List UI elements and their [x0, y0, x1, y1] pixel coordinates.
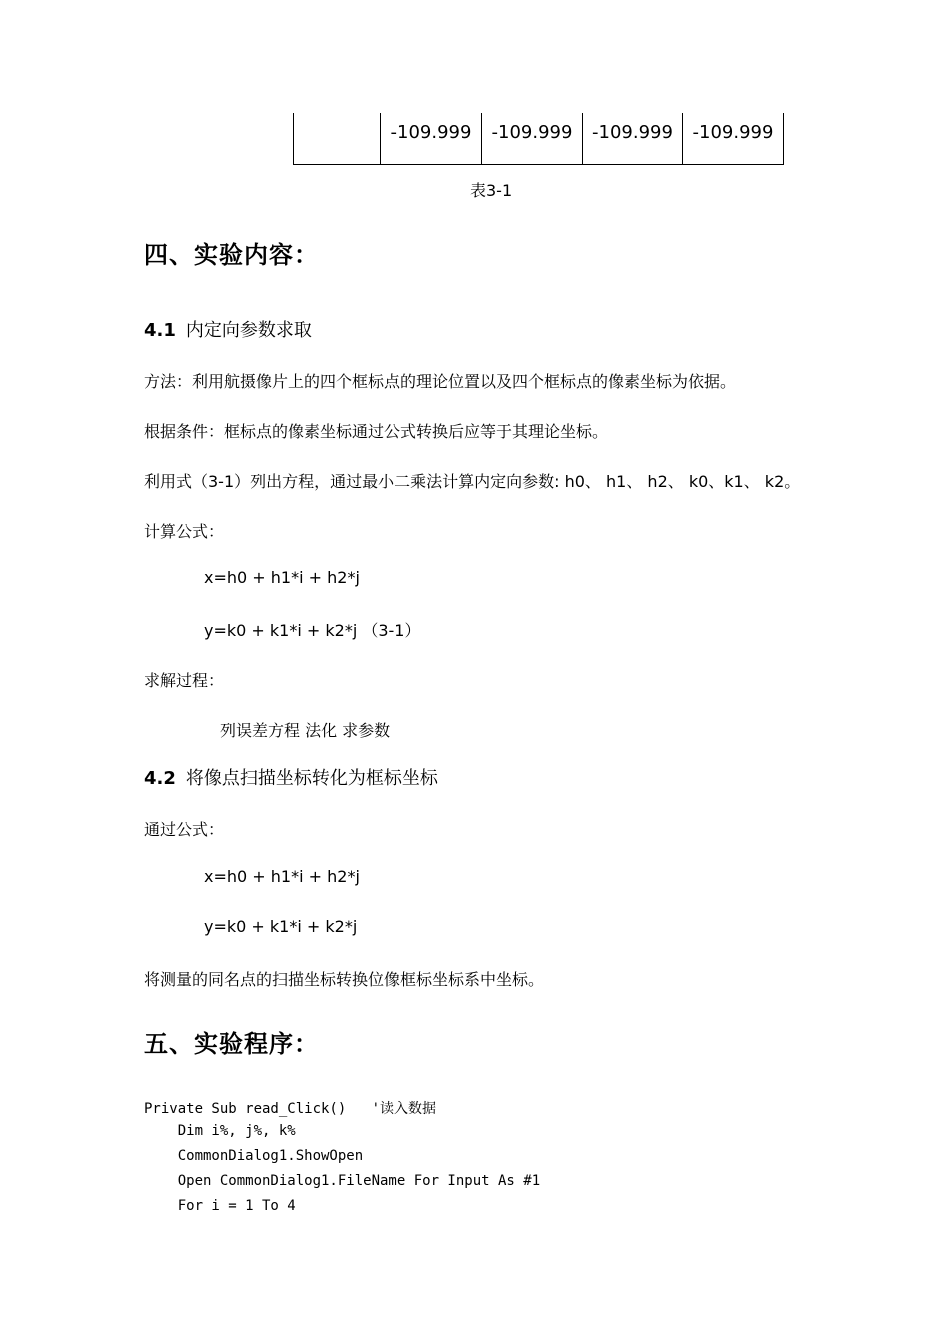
- formula-label: 通过公式：: [144, 820, 225, 839]
- table-cell: -109.999: [482, 113, 583, 165]
- subsection-heading-4-2: [144, 764, 438, 790]
- process-label: 求解过程：: [144, 671, 225, 690]
- table-caption: 表3-1: [470, 181, 513, 200]
- conclusion-paragraph: 将测量的同名点的扫描坐标转换位像框标坐标系中坐标。: [144, 970, 545, 989]
- section-heading-5: 五、实验程序：: [144, 1030, 319, 1058]
- table-cell: -109.999: [683, 113, 784, 165]
- code-line: Dim i%, j%, k%: [144, 1123, 296, 1139]
- formula-label: 计算公式：: [144, 522, 225, 541]
- table-row: [294, 113, 784, 165]
- table-cell: [294, 113, 381, 165]
- formula-y: y=k0 + k1*i + k2*j: [204, 917, 358, 936]
- subsection-heading-4-1: [144, 316, 312, 342]
- code-line: Private Sub read_Click() '读入数据: [144, 1101, 437, 1117]
- code-line: For i = 1 To 4: [144, 1198, 296, 1214]
- formula-x: x=h0 + h1*i + h2*j: [204, 867, 360, 886]
- data-table-fragment: [293, 113, 784, 165]
- formula-y: y=k0 + k1*i + k2*j （3-1）: [204, 621, 421, 640]
- subsection-number: 4.1: [144, 320, 176, 341]
- table-cell: -109.999: [381, 113, 482, 165]
- equation-description: 利用式（3-1）列出方程，通过最小二乘法计算内定向参数: h0、 h1、 h2、 k0、k1、 k2。: [144, 472, 801, 491]
- code-line: CommonDialog1.ShowOpen: [144, 1148, 364, 1164]
- subsection-number: 4.2: [144, 768, 176, 789]
- method-paragraph: 方法：利用航摄像片上的四个框标点的理论位置以及四个框标点的像素坐标为依据。: [144, 372, 737, 391]
- subsection-title: 内定向参数求取: [185, 320, 312, 341]
- table-cell: -109.999: [583, 113, 683, 165]
- process-steps: 列误差方程 法化 求参数: [220, 721, 391, 740]
- condition-paragraph: 根据条件：框标点的像素坐标通过公式转换后应等于其理论坐标。: [144, 422, 609, 441]
- subsection-title: 将像点扫描坐标转化为框标坐标: [185, 768, 438, 789]
- code-line: Open CommonDialog1.FileName For Input As #1: [144, 1173, 541, 1189]
- section-heading-4: 四、实验内容：: [144, 241, 319, 269]
- formula-x: x=h0 + h1*i + h2*j: [204, 568, 360, 587]
